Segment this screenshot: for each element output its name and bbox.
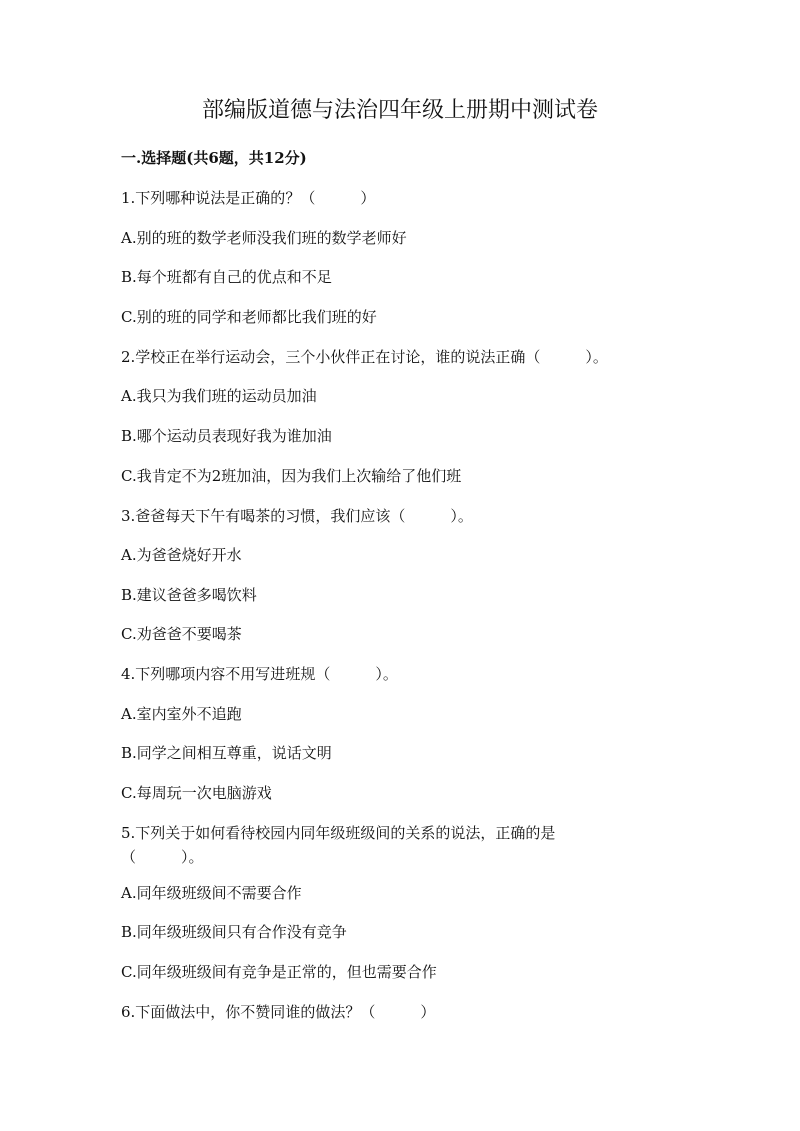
question-2-stem: 2.学校正在举行运动会，三个小伙伴正在讨论，谁的说法正确（ ）。 [121,348,608,366]
question-2-option-a: A.我只为我们班的运动员加油 [121,387,317,405]
question-4-stem: 4.下列哪项内容不用写进班规（ ）。 [121,665,398,683]
question-5-option-c: C.同年级班级间有竞争是正常的，但也需要合作 [121,963,437,981]
question-4-option-c: C.每周玩一次电脑游戏 [121,784,272,802]
question-1-option-b: B.每个班都有自己的优点和不足 [121,268,332,286]
question-5-stem: 5.下列关于如何看待校园内同年级班级间的关系的说法，正确的是（ ）。 [121,824,556,866]
question-5-option-a: A.同年级班级间不需要合作 [121,884,302,902]
question-6-stem: 6.下面做法中，你不赞同谁的做法？（ ） [121,1003,436,1021]
question-4-option-b: B.同学之间相互尊重，说话文明 [121,744,332,762]
question-3-option-c: C.劝爸爸不要喝茶 [121,625,242,643]
question-1-option-c: C.别的班的同学和老师都比我们班的好 [121,308,377,326]
question-4-option-a: A.室内室外不追跑 [121,705,242,723]
question-1-option-a: A.别的班的数学老师没我们班的数学老师好 [121,229,407,247]
question-3-stem: 3.爸爸每天下午有喝茶的习惯，我们应该（ ）。 [121,507,473,525]
section-heading: 一.选择题(共6题，共12分) [121,149,307,167]
question-1-stem: 1.下列哪种说法是正确的？（ ） [121,189,376,207]
question-5-option-b: B.同年级班级间只有合作没有竞争 [121,923,347,941]
question-3-option-a: A.为爸爸烧好开水 [121,546,242,564]
question-2-option-c: C.我肯定不为2班加油，因为我们上次输给了他们班 [121,467,462,485]
question-3-option-b: B.建议爸爸多喝饮料 [121,586,257,604]
question-2-option-b: B.哪个运动员表现好我为谁加油 [121,427,332,445]
page-title: 部编版道德与法治四年级上册期中测试卷 [201,98,598,123]
